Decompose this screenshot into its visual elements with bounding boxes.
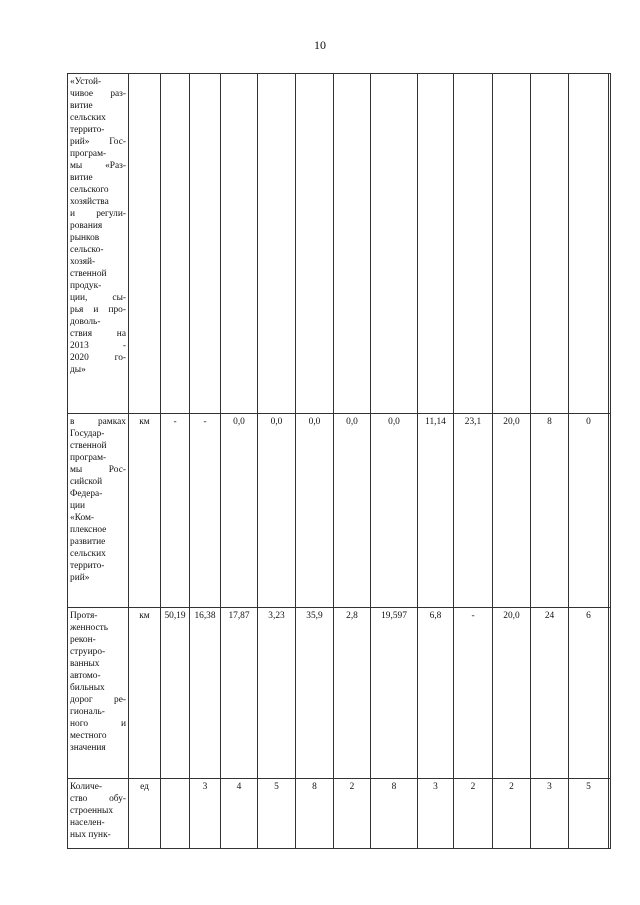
indicator-name-line: Федера- bbox=[70, 489, 103, 499]
value-cell: 0 bbox=[569, 414, 609, 608]
indicator-name-line: строенных bbox=[70, 806, 114, 816]
indicator-name-line: рий» Гос- bbox=[70, 137, 126, 147]
value-cell: 2 bbox=[334, 779, 371, 849]
indicator-name-line: витие bbox=[70, 101, 93, 111]
value-cell bbox=[334, 74, 371, 414]
indicator-name-line: дорог ре- bbox=[70, 695, 126, 705]
indicator-name-line: рынков bbox=[70, 233, 100, 243]
value-cell: 3 bbox=[190, 779, 221, 849]
unit-cell: км bbox=[129, 414, 161, 608]
indicator-name-line: рья и про- bbox=[70, 305, 126, 315]
indicator-table bbox=[67, 73, 611, 849]
indicator-name-line: значения bbox=[70, 743, 106, 753]
indicator-name-line: ванных bbox=[70, 659, 100, 669]
indicator-name-line: чивое раз- bbox=[70, 89, 126, 99]
indicator-name-cell bbox=[68, 414, 129, 608]
indicator-name-line: террито- bbox=[70, 125, 105, 135]
value-cell: 2 bbox=[454, 779, 493, 849]
indicator-name-line: местного bbox=[70, 731, 107, 741]
value-cell: 8 bbox=[371, 779, 418, 849]
indicator-name-line: Протя- bbox=[70, 611, 98, 621]
value-cell: 8 bbox=[531, 414, 569, 608]
indicator-name-line: бильных bbox=[70, 683, 105, 693]
unit-cell: км bbox=[129, 608, 161, 779]
indicator-name-cell bbox=[68, 74, 129, 414]
indicator-name-line: плексное bbox=[70, 525, 107, 535]
indicator-name-line: продук- bbox=[70, 281, 102, 291]
indicator-name-line: програм- bbox=[70, 149, 107, 159]
indicator-name-line: витие bbox=[70, 173, 93, 183]
indicator-name-line: в рамках bbox=[70, 417, 126, 427]
value-cell: 0,0 bbox=[334, 414, 371, 608]
indicator-name-line: мы Рос- bbox=[70, 465, 126, 475]
indicator-name-line: развитие bbox=[70, 537, 106, 547]
indicator-name-line: ции bbox=[70, 501, 86, 511]
table-row bbox=[68, 414, 611, 608]
indicator-name-line: ство обу- bbox=[70, 794, 126, 804]
indicator-name-line: населен- bbox=[70, 818, 105, 828]
value-cell: 3 bbox=[418, 779, 454, 849]
value-cell bbox=[493, 74, 531, 414]
value-cell: 0,0 bbox=[296, 414, 334, 608]
indicator-name-line: и регули- bbox=[70, 209, 126, 219]
value-cell: 23,1 bbox=[454, 414, 493, 608]
indicator-name-line: ции, сы- bbox=[70, 293, 126, 303]
value-cell bbox=[609, 414, 611, 608]
indicator-name-line: рования bbox=[70, 221, 103, 231]
indicator-name-line: сийской bbox=[70, 477, 103, 487]
value-cell: 4 bbox=[221, 779, 258, 849]
value-cell: 3,23 bbox=[258, 608, 296, 779]
indicator-name-line: програм- bbox=[70, 453, 107, 463]
value-cell: 0,0 bbox=[258, 414, 296, 608]
value-cell: 6,8 bbox=[418, 608, 454, 779]
indicator-name-line: доволь- bbox=[70, 317, 101, 327]
value-cell: - bbox=[190, 414, 221, 608]
value-cell: 17,87 bbox=[221, 608, 258, 779]
indicator-name-line: Государ- bbox=[70, 429, 105, 439]
value-cell: 35,9 bbox=[296, 608, 334, 779]
indicator-name-line: 2020 го- bbox=[70, 353, 126, 363]
indicator-name-line: автомо- bbox=[70, 671, 101, 681]
value-cell: 50,19 bbox=[161, 608, 190, 779]
indicator-name-cell bbox=[68, 779, 129, 849]
value-cell: 11,14 bbox=[418, 414, 454, 608]
value-cell bbox=[418, 74, 454, 414]
value-cell bbox=[531, 74, 569, 414]
value-cell: 20,0 bbox=[493, 414, 531, 608]
value-cell: 0,0 bbox=[221, 414, 258, 608]
unit-cell bbox=[129, 74, 161, 414]
indicator-name-line: женность bbox=[70, 623, 109, 633]
value-cell bbox=[161, 74, 190, 414]
value-cell: 24 bbox=[531, 608, 569, 779]
indicator-name-line: хозяйства bbox=[70, 197, 109, 207]
value-cell: - bbox=[454, 608, 493, 779]
indicator-name-line: сельских bbox=[70, 549, 106, 559]
value-cell bbox=[609, 608, 611, 779]
indicator-name-line: струиро- bbox=[70, 647, 106, 657]
value-cell: 2,8 bbox=[334, 608, 371, 779]
value-cell: 16,38 bbox=[190, 608, 221, 779]
unit-cell: ед bbox=[129, 779, 161, 849]
value-cell bbox=[609, 779, 611, 849]
table-row bbox=[68, 779, 611, 849]
value-cell: 5 bbox=[569, 779, 609, 849]
indicator-name-line: Количе- bbox=[70, 782, 103, 792]
table-row bbox=[68, 608, 611, 779]
indicator-name-line: террито- bbox=[70, 561, 105, 571]
value-cell bbox=[569, 74, 609, 414]
value-cell: - bbox=[161, 414, 190, 608]
value-cell bbox=[221, 74, 258, 414]
value-cell bbox=[258, 74, 296, 414]
value-cell: 2 bbox=[493, 779, 531, 849]
indicator-name-line: сельского bbox=[70, 185, 109, 195]
indicator-name-line: «Устой- bbox=[70, 77, 102, 87]
indicator-name-line: сельско- bbox=[70, 245, 104, 255]
indicator-name-line: мы «Раз- bbox=[70, 161, 126, 171]
value-cell bbox=[371, 74, 418, 414]
indicator-name-line: рий» bbox=[70, 573, 90, 583]
indicator-name-line: «Ком- bbox=[70, 513, 95, 523]
page-number: 10 bbox=[314, 38, 326, 52]
indicator-name-line: ных пунк- bbox=[70, 830, 111, 840]
value-cell bbox=[161, 779, 190, 849]
indicator-name-line: хозяй- bbox=[70, 257, 96, 267]
value-cell: 8 bbox=[296, 779, 334, 849]
value-cell: 19,597 bbox=[371, 608, 418, 779]
indicator-name-line: рекон- bbox=[70, 635, 96, 645]
indicator-name-line: ды» bbox=[70, 365, 86, 375]
indicator-name-line: гиональ- bbox=[70, 707, 105, 717]
value-cell bbox=[609, 74, 611, 414]
value-cell: 6 bbox=[569, 608, 609, 779]
value-cell: 5 bbox=[258, 779, 296, 849]
indicator-name-line: 2013 - bbox=[70, 341, 126, 351]
indicator-name-cell bbox=[68, 608, 129, 779]
indicator-name-line: сельских bbox=[70, 113, 106, 123]
indicator-name-line: ственной bbox=[70, 269, 107, 279]
indicator-name-line: ственной bbox=[70, 441, 107, 451]
value-cell: 0,0 bbox=[371, 414, 418, 608]
value-cell bbox=[454, 74, 493, 414]
value-cell bbox=[190, 74, 221, 414]
indicator-name-line: ного и bbox=[70, 719, 126, 729]
indicator-name-line: ствия на bbox=[70, 329, 126, 339]
table-row bbox=[68, 74, 611, 414]
value-cell: 3 bbox=[531, 779, 569, 849]
value-cell bbox=[296, 74, 334, 414]
value-cell: 20,0 bbox=[493, 608, 531, 779]
